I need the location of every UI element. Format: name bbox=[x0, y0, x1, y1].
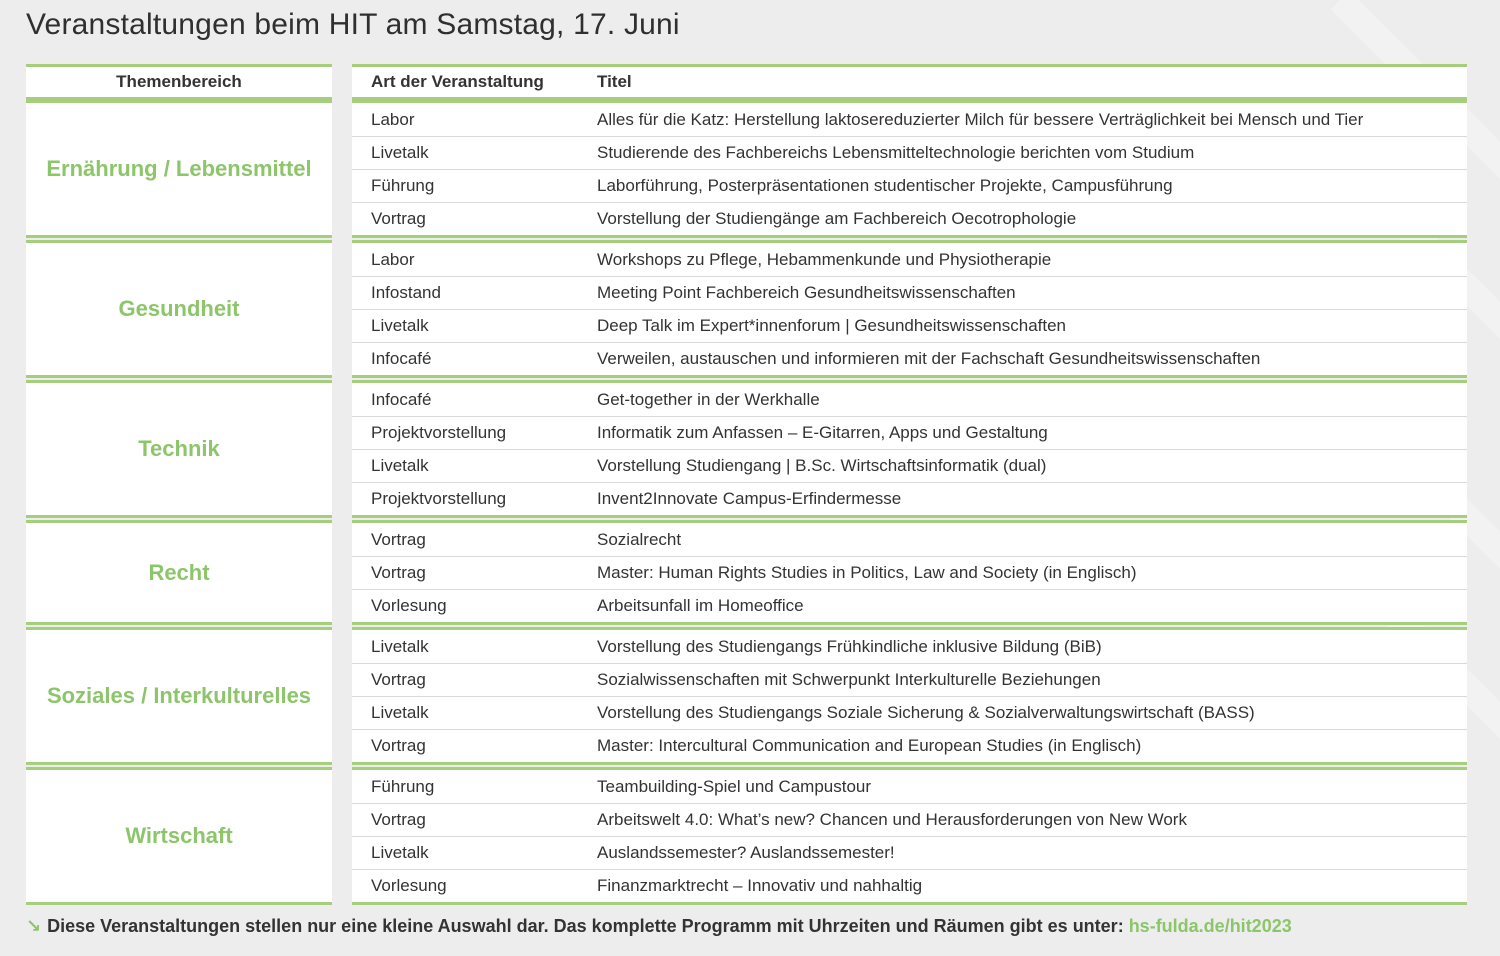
program-link[interactable]: hs-fulda.de/hit2023 bbox=[1128, 916, 1292, 936]
table-row bbox=[352, 416, 1467, 449]
themenbereich-cell bbox=[26, 520, 332, 625]
table-row bbox=[352, 342, 1467, 375]
titel-cell: Master: Intercultural Communication and European Studies (in Englisch) bbox=[597, 736, 1142, 755]
table-row bbox=[352, 770, 1467, 803]
art-cell: Führung bbox=[371, 776, 435, 796]
table-row bbox=[352, 202, 1467, 235]
titel-cell: Meeting Point Fachbereich Gesundheitswissenschaften bbox=[597, 283, 1016, 302]
table-row bbox=[352, 589, 1467, 622]
table-row bbox=[352, 243, 1467, 276]
table-row bbox=[352, 869, 1467, 902]
art-cell: Livetalk bbox=[371, 636, 429, 656]
table-row bbox=[352, 482, 1467, 515]
titel-cell: Vorstellung der Studiengänge am Fachbereich Oecotrophologie bbox=[597, 209, 1077, 228]
table-row bbox=[352, 449, 1467, 482]
art-cell: Vortrag bbox=[371, 736, 426, 755]
table-row bbox=[352, 803, 1467, 836]
table-row bbox=[352, 729, 1467, 762]
titel-cell: Invent2Innovate Campus-Erfindermesse bbox=[597, 489, 902, 508]
art-cell: Labor bbox=[371, 109, 415, 129]
themenbereich-column bbox=[26, 64, 332, 907]
section-rows bbox=[352, 240, 1467, 378]
art-cell: Livetalk bbox=[371, 843, 429, 862]
art-cell: Vorlesung bbox=[371, 876, 447, 895]
art-cell: Projektvorstellung bbox=[371, 489, 507, 508]
table-row bbox=[352, 523, 1467, 556]
table-row bbox=[352, 276, 1467, 309]
art-cell: Vortrag bbox=[371, 670, 426, 689]
table-row bbox=[352, 836, 1467, 869]
themenbereich-cell bbox=[26, 100, 332, 238]
themenbereich-label: Recht bbox=[148, 559, 210, 585]
titel-cell: Arbeitsunfall im Homeoffice bbox=[597, 596, 804, 615]
table-row bbox=[352, 136, 1467, 169]
titel-cell: Auslandssemester? Auslandssemester! bbox=[597, 843, 895, 862]
section-rows bbox=[352, 380, 1467, 518]
table-row bbox=[352, 103, 1467, 136]
titel-cell: Workshops zu Pflege, Hebammenkunde und Physiotherapie bbox=[597, 249, 1052, 269]
table-row bbox=[352, 309, 1467, 342]
titel-cell: Get-together in der Werkhalle bbox=[597, 389, 820, 409]
titel-cell: Laborführung, Posterpräsentationen studentischer Projekte, Campusführung bbox=[597, 176, 1173, 195]
footer-text: Diese Veranstaltungen stellen nur eine kleine Auswahl dar. Das komplette Programm mit Uhrzeiten und Räumen gibt es unter: bbox=[47, 916, 1129, 936]
art-cell: Infocafé bbox=[371, 349, 432, 368]
titel-cell: Finanzmarktrecht – Innovativ und nahhaltig bbox=[597, 876, 923, 895]
titel-cell: Sozialrecht bbox=[597, 529, 682, 549]
table-row bbox=[352, 630, 1467, 663]
titel-cell: Informatik zum Anfassen – E-Gitarren, Apps und Gestaltung bbox=[597, 423, 1048, 442]
titel-cell: Arbeitswelt 4.0: What’s new? Chancen und Herausforderungen von New Work bbox=[597, 810, 1187, 829]
art-cell: Livetalk bbox=[371, 703, 429, 722]
titel-header: Titel bbox=[597, 72, 632, 91]
titel-cell: Master: Human Rights Studies in Politics, Law and Society (in Englisch) bbox=[597, 563, 1137, 582]
section-rows bbox=[352, 767, 1467, 905]
titel-cell: Deep Talk im Expert*innenforum | Gesundheitswissenschaften bbox=[597, 316, 1067, 335]
themenbereich-cell bbox=[26, 240, 332, 378]
art-cell: Vortrag bbox=[371, 209, 426, 228]
art-cell: Labor bbox=[371, 249, 415, 269]
art-cell: Projektvorstellung bbox=[371, 423, 507, 442]
table-row bbox=[352, 696, 1467, 729]
themenbereich-label: Soziales / Interkulturelles bbox=[46, 683, 312, 708]
themenbereich-label: Wirtschaft bbox=[125, 823, 233, 848]
titel-cell: Verweilen, austauschen und informieren mit der Fachschaft Gesundheitswissenschaften bbox=[597, 349, 1261, 368]
section-rows bbox=[352, 100, 1467, 238]
section-rows bbox=[352, 627, 1467, 765]
art-cell: Führung bbox=[371, 176, 435, 195]
art-cell: Livetalk bbox=[371, 143, 429, 162]
table-row bbox=[352, 663, 1467, 696]
themenbereich-header: Themenbereich bbox=[26, 64, 332, 100]
table-row bbox=[352, 169, 1467, 202]
events-table bbox=[352, 64, 1467, 907]
art-cell: Infostand bbox=[371, 283, 441, 302]
themenbereich-cell bbox=[26, 767, 332, 905]
art-cell: Vortrag bbox=[371, 810, 426, 829]
art-cell: Vortrag bbox=[371, 529, 426, 549]
events-table-header bbox=[352, 64, 1467, 100]
page-title: Veranstaltungen beim HIT am Samstag, 17. Juni bbox=[26, 8, 680, 41]
themenbereich-cell bbox=[26, 380, 332, 518]
titel-cell: Alles für die Katz: Herstellung laktosereduzierter Milch für bessere Verträglichkeit bei Mensch und Tier bbox=[597, 109, 1364, 129]
themenbereich-cell bbox=[26, 627, 332, 765]
art-header: Art der Veranstaltung bbox=[371, 72, 544, 91]
section-rows bbox=[352, 520, 1467, 625]
titel-cell: Studierende des Fachbereichs Lebensmitteltechnologie berichten vom Studium bbox=[597, 143, 1195, 162]
themenbereich-label: Gesundheit bbox=[118, 296, 240, 321]
art-cell: Livetalk bbox=[371, 456, 429, 475]
table-row bbox=[352, 383, 1467, 416]
arrow-icon: ↘ bbox=[26, 916, 42, 936]
themenbereich-label: Technik bbox=[138, 436, 220, 461]
footer-note bbox=[26, 916, 1292, 937]
art-cell: Vorlesung bbox=[371, 596, 447, 615]
titel-cell: Teambuilding-Spiel und Campustour bbox=[597, 776, 872, 796]
titel-cell: Vorstellung des Studiengangs Soziale Sicherung & Sozialverwaltungswirtschaft (BASS) bbox=[597, 703, 1255, 722]
titel-cell: Vorstellung Studiengang | B.Sc. Wirtschaftsinformatik (dual) bbox=[597, 456, 1047, 475]
table-row bbox=[352, 556, 1467, 589]
art-cell: Infocafé bbox=[371, 389, 432, 409]
art-cell: Livetalk bbox=[371, 316, 429, 335]
art-cell: Vortrag bbox=[371, 563, 426, 582]
titel-cell: Vorstellung des Studiengangs Frühkindliche inklusive Bildung (BiB) bbox=[597, 636, 1102, 656]
themenbereich-label: Ernährung / Lebensmittel bbox=[46, 156, 312, 181]
titel-cell: Sozialwissenschaften mit Schwerpunkt Interkulturelle Beziehungen bbox=[597, 670, 1101, 689]
